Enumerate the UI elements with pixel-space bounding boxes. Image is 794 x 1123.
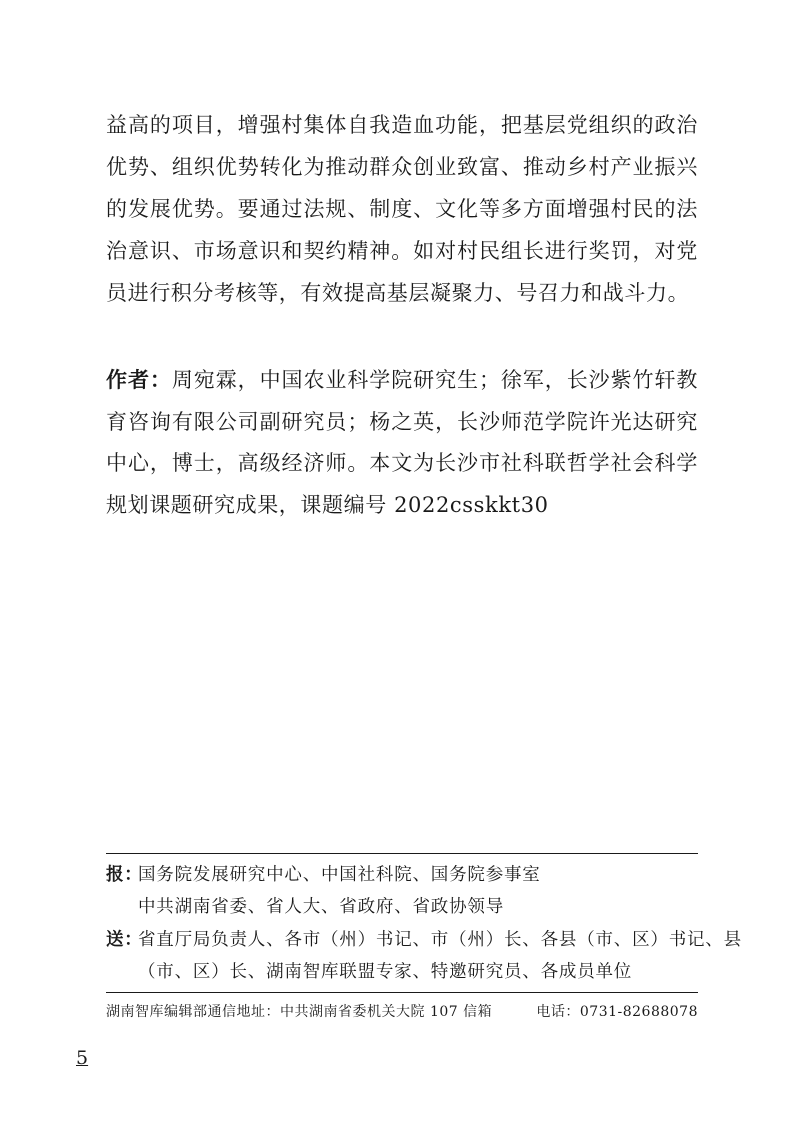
distribution-bottom-rule [106, 992, 698, 993]
report-line-1 [106, 861, 698, 886]
report-recipients-1: 国务院发展研究中心、中国社科院、国务院参事室 [138, 865, 541, 885]
footer-address: 湖南智库编辑部通信地址：中共湖南省委机关大院 107 信箱 [106, 1004, 493, 1020]
report-recipients-2: 中共湖南省委、省人大、省政府、省政协领导 [138, 897, 504, 917]
send-recipients-1: 省直厅局负责人、各市（州）书记、市（州）长、各县（市、区）书记、县 [138, 930, 742, 950]
distribution-top-rule [106, 853, 698, 854]
send-recipients-2: （市、区）长、湖南智库联盟专家、特邀研究员、各成员单位 [138, 962, 633, 982]
author-text: 周宛霖，中国农业科学院研究生；徐军，长沙紫竹轩教育咨询有限公司副研究员；杨之英，长沙师范学院许光达研究中心，博士，高级经济师。本文为长沙市社科联哲学社会科学规划课题研究成果，课题编号 2022csskkt30 [106, 368, 698, 517]
page-number: 5 [76, 1047, 89, 1069]
footer-contact [106, 1001, 698, 1021]
send-label: 送： [106, 930, 143, 950]
send-line-1 [106, 926, 742, 951]
footer-phone: 电话：0731-82688078 [536, 1004, 698, 1020]
report-label: 报： [106, 865, 143, 885]
body-paragraph: 益高的项目，增强村集体自我造血功能，把基层党组织的政治优势、组织优势转化为推动群众创业致富、推动乡村产业振兴的发展优势。要通过法规、制度、文化等多方面增强村民的法治意识、市场意识和契约精神。如对村民组长进行奖罚，对党员进行积分考核等，有效提高基层凝聚力、号召力和战斗力。 [106, 113, 698, 305]
author-label: 作者： [106, 368, 172, 392]
author-note [106, 360, 698, 526]
